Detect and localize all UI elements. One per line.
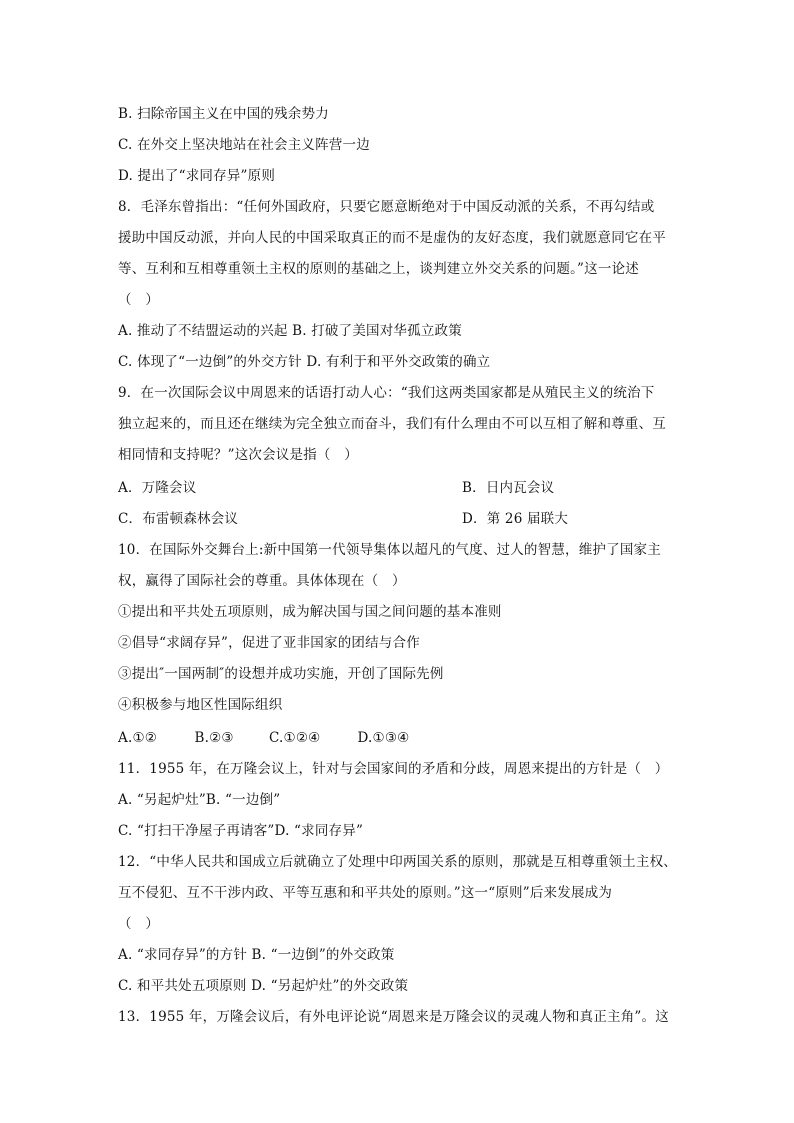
q10-options — [118, 730, 678, 746]
q9-option-b: B．日内瓦会议 — [462, 480, 555, 496]
q9-option-d: D．第 26 届联大 — [462, 511, 569, 527]
q10-option-a: A.①② — [118, 730, 158, 746]
q10-item-2: ②倡导“求阔存异”，促进了亚非国家的团结与合作 — [118, 635, 420, 651]
q7-option-d: D. 提出了“求同存异”原则 — [118, 168, 276, 184]
q7-option-c: C. 在外交上坚决地站在社会主义阵营一边 — [118, 137, 370, 153]
q9-stem-line-2: 独立起来的，而且还在继续为完全独立而奋斗，我们有什么理由不可以互相了解和尊重、互 — [118, 416, 666, 432]
q9-stem-line-3: 相同情和支持呢？”这次会议是指（ ） — [118, 447, 359, 463]
q9-options-row-2 — [118, 511, 678, 527]
q9-option-c: C．布雷顿森林会议 — [118, 511, 239, 527]
q10-option-d: D.①③④ — [357, 730, 410, 746]
q12-stem-line-2: 互不侵犯、互不干涉内政、平等互惠和和平共处的原则。”这一“原则”后来发展成为 — [118, 885, 613, 901]
q10-item-1: ①提出和平共处五项原则，成为解决国与国之间问题的基本准则 — [118, 604, 502, 620]
q11-stem: 11．1955 年，在万隆会议上，针对与会国家间的矛盾和分歧，周恩来提出的方针是（ ） — [118, 761, 669, 777]
q10-stem-line-1: 10．在国际外交舞台上:新中国第一代领导集体以超凡的气度、过人的智慧，维护了国家主 — [118, 542, 661, 558]
q9-option-a: A．万隆会议 — [118, 480, 197, 496]
q8-stem-line-1: 8．毛泽东曾指出：“任何外国政府，只要它愿意断绝对于中国反动派的关系，不再勾结或 — [118, 199, 655, 215]
q8-stem-line-2: 援助中国反动派，并向人民的中国采取真正的而不是虚伪的友好态度，我们就愿意同它在平 — [118, 230, 666, 246]
q10-option-c: C.①②④ — [269, 730, 321, 746]
q13-stem: 13．1955 年，万隆会议后，有外电评论说“周恩来是万隆会议的灵魂人物和真正主角”。这 — [118, 1009, 669, 1025]
q8-options-ab: A. 推动了不结盟运动的兴起 B. 打破了美国对华孤立政策 — [118, 323, 462, 339]
q10-stem-line-2: 权，赢得了国际社会的尊重。具体体现在（ ） — [118, 573, 406, 589]
q8-stem-line-3: 等、互利和互相尊重领土主权的原则的基础之上，谈判建立外交关系的问题。”这一论述 — [118, 261, 639, 277]
q10-item-4: ④积极参与地区性国际组织 — [118, 697, 283, 713]
q12-options-cd: C. 和平共处五项原则 D. “另起炉灶”的外交政策 — [118, 978, 409, 994]
q10-item-3: ③提出″一国两制″的设想并成功实施，开创了国际先例 — [118, 666, 444, 682]
q8-options-cd: C. 体现了“一边倒”的外交方针 D. 有利于和平外交政策的确立 — [118, 354, 491, 370]
q11-options-cd: C. “打扫干净屋子再请客”D. “求同存异” — [118, 823, 364, 839]
q10-option-b: B.②③ — [194, 730, 234, 746]
q8-answer-blank: （ ） — [118, 292, 160, 308]
q12-options-ab: A. “求同存异”的方针 B. “一边倒”的外交政策 — [118, 947, 395, 963]
q11-options-ab: A. “另起炉灶”B. “一边倒” — [118, 792, 281, 808]
q9-stem-line-1: 9．在一次国际会议中周恩来的话语打动人心：“我们这两类国家都是从殖民主义的统治下 — [118, 385, 655, 401]
q12-stem-line-1: 12．“中华人民共和国成立后就确立了处理中印两国关系的原则，那就是互相尊重领土主权、 — [118, 854, 677, 870]
q12-answer-blank: （ ） — [118, 916, 160, 932]
q9-options-row-1 — [118, 480, 678, 496]
q7-option-b: B. 扫除帝国主义在中国的残余势力 — [118, 106, 329, 122]
